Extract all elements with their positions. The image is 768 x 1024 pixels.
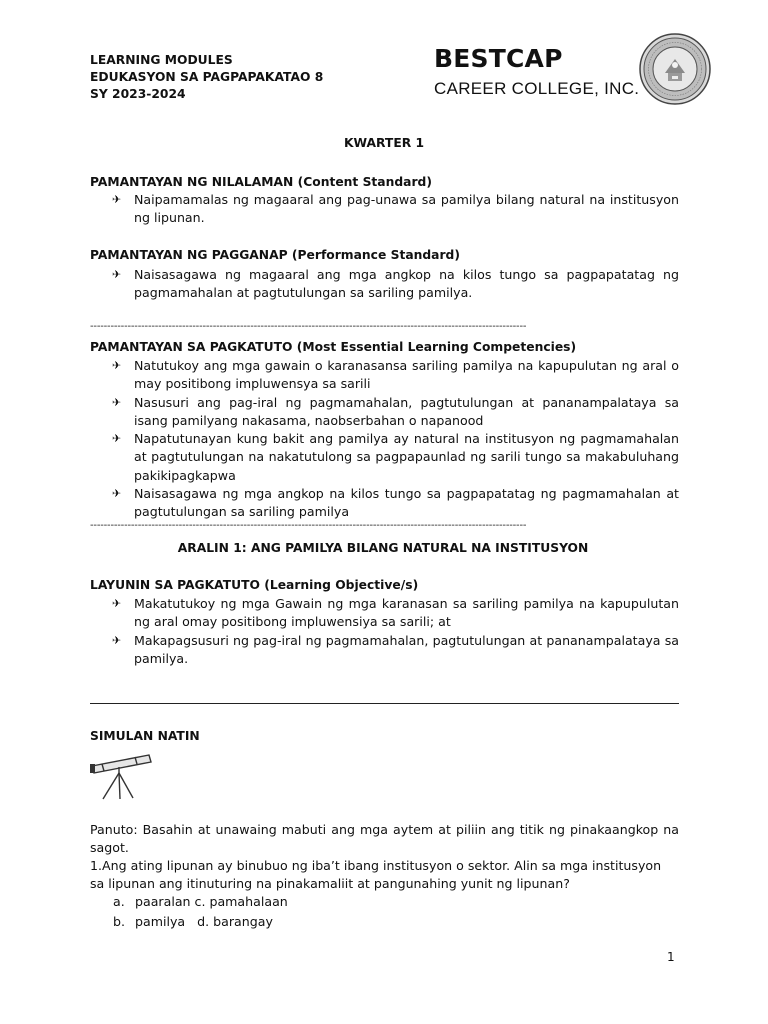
college-seal-icon [639, 33, 711, 105]
instructions: Panuto: Basahin at unawaing mabuti ang mga aytem at piliin ang titik ng pinakaangkop na sagot. [90, 822, 679, 855]
arrow-icon: ✈ [112, 487, 122, 501]
list-item: ✈ Naisasagawa ng magaaral ang mga angkop na kilos tungo sa pagpapatatag ng pagmamahalan at pagtutulungan sa sariling pamilya. [112, 267, 679, 301]
competencies-heading: PAMANTAYAN SA PAGKATUTO (Most Essential Learning Competencies) [90, 340, 577, 354]
arrow-icon: ✈ [112, 633, 122, 647]
content-standard-list [112, 191, 679, 228]
list-item: ✈ Natutukoy ang mga gawain o karanasansa sariling pamilya na kapupulutan ng aral o may positibong impluwensya sa sarili [112, 358, 679, 392]
objectives-list [112, 595, 679, 668]
competencies-list [112, 357, 679, 522]
simulan-heading: SIMULAN NATIN [90, 729, 200, 743]
lesson-title: ARALIN 1: ANG PAMILYA BILANG NATURAL NA INSTITUSYON [177, 541, 589, 555]
arrow-icon: ✈ [112, 395, 122, 409]
answer-options [113, 892, 288, 932]
page-number: 1 [667, 950, 675, 964]
arrow-icon: ✈ [112, 597, 122, 610]
school-subtitle: CAREER COLLEGE, INC. [434, 79, 640, 98]
arrow-icon: ✈ [112, 193, 122, 206]
dashed-divider: -------------------------------------------------------------------------------------------------------------------------------- [90, 520, 527, 531]
objectives-heading: LAYUNIN SA PAGKATUTO (Learning Objective/s) [90, 578, 419, 592]
question-1: 1.Ang ating lipunan ay binubuo ng iba’t ibang institusyon o sektor. Alin sa mga institusyon sa lipunan ang itinuturing na pinakamaliit at pangunahing yunit ng lipunan? [90, 858, 662, 891]
header-line-1: LEARNING MODULES [90, 53, 233, 67]
section-rule [90, 703, 679, 704]
list-item: ✈ Nasusuri ang pag-iral ng pagmamahalan, pagtutulungan at pananampalataya sa isang pamilyang nakasama, naobserbahan o napanood [112, 394, 679, 428]
header-line-2: EDUKASYON SA PAGPAPAKATAO 8 [90, 70, 324, 84]
performance-standard-heading: PAMANTAYAN NG PAGGANAP (Performance Standard) [90, 248, 460, 262]
arrow-icon: ✈ [112, 268, 122, 281]
content-standard-heading: PAMANTAYAN NG NILALAMAN (Content Standard) [90, 175, 432, 189]
list-item: ✈ Makapagsusuri ng pag-iral ng pagmamahalan, pagtutulungan at pananampalataya sa pamilya. [112, 632, 679, 666]
list-item: ✈ Naisasagawa ng mga angkop na kilos tungo sa pagpapatatag ng pagmamahalan at pagtutulungan sa sariling pamilya [112, 486, 679, 520]
module-header [90, 52, 323, 103]
arrow-icon: ✈ [112, 432, 122, 446]
arrow-icon: ✈ [112, 359, 122, 372]
option-row: a. paaralan c. pamahalaan [113, 894, 288, 909]
performance-standard-list [112, 266, 679, 303]
option-row: b. pamilya d. barangay [113, 914, 273, 929]
list-item: ✈ Napatutunayan kung bakit ang pamilya ay natural na institusyon ng pagmamahalan at pagtutulungan na nakatutulong sa pagpapaunlad ng sarili tungo sa makabuluhang pakikipagkapwa [112, 431, 679, 483]
quarter-title: KWARTER 1 [343, 136, 425, 150]
list-item: ✈ Naipamamalas ng magaaral ang pag-unawa sa pamilya bilang natural na institusyon ng lipunan. [112, 192, 679, 226]
dashed-divider: -------------------------------------------------------------------------------------------------------------------------------- [90, 321, 527, 332]
school-name: BESTCAP [434, 44, 563, 73]
header-line-3: SY 2023-2024 [90, 87, 186, 101]
telescope-icon [89, 753, 153, 801]
list-item: ✈ Makatutukoy ng mga Gawain ng mga karanasan sa sariling pamilya na kapupulutan ng aral omay positibong impluwensiya sa sarili; at [112, 596, 679, 630]
